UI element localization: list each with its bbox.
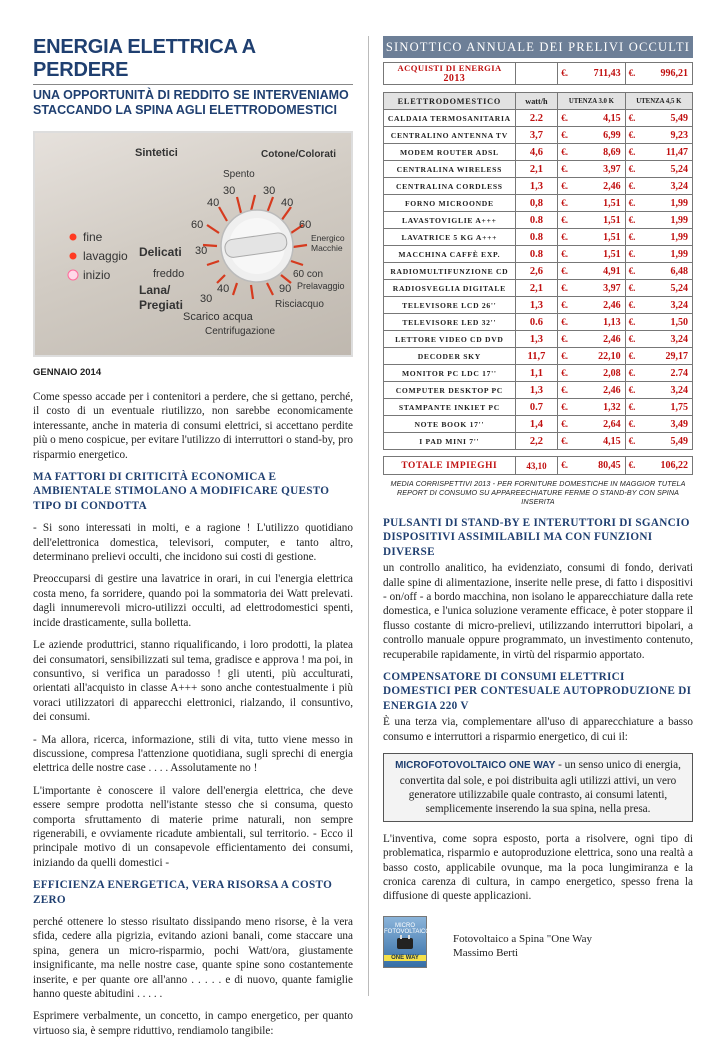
appliance-table	[383, 92, 693, 450]
microfotovoltaico-box	[383, 753, 693, 822]
cost-3k: €. 1,13	[558, 314, 625, 331]
cost-45k: €. 1,99	[625, 212, 692, 229]
table-row	[384, 297, 693, 314]
table-row	[384, 246, 693, 263]
appliance-name: CENTRALINA CORDLESS	[384, 178, 516, 195]
cost-3k: €. 2,46	[558, 178, 625, 195]
cost-3k: €. 1,32	[558, 399, 625, 416]
watt-value: 4,6	[515, 144, 558, 161]
signature-block	[383, 916, 693, 968]
watt-value: 2,1	[515, 161, 558, 178]
subtitle-line-2: STACCANDO LA SPINA AGLI ELETTRODOMESTICI	[33, 103, 337, 117]
dial-label: Prelavaggio	[297, 281, 345, 291]
cost-3k: €. 4,91	[558, 263, 625, 280]
dial-label: Lana/	[139, 283, 171, 297]
cost-45k: €. 3,24	[625, 297, 692, 314]
dial-label: fine	[83, 230, 103, 244]
table-row	[384, 348, 693, 365]
table-row	[384, 110, 693, 127]
watt-value: 11,7	[515, 348, 558, 365]
table-row	[384, 144, 693, 161]
dial-number: 40	[207, 197, 220, 209]
appliance-name: MODEM ROUTER ADSL	[384, 144, 516, 161]
cost-3k: €. 2,46	[558, 331, 625, 348]
cost-45k: €. 3,24	[625, 382, 692, 399]
table-row	[384, 161, 693, 178]
cost-45k: €. 29,17	[625, 348, 692, 365]
cost-3k: €. 2,46	[558, 297, 625, 314]
cost-3k: €. 2,46	[558, 382, 625, 399]
purchase-value-3k: €. 711,43	[558, 63, 625, 85]
appliance-name: I PAD MINI 7''	[384, 433, 516, 450]
dial-number: 60	[299, 219, 312, 231]
appliance-name: RADIOSVEGLIA DIGITALE	[384, 280, 516, 297]
cost-3k: €. 6,99	[558, 127, 625, 144]
dial-label: 60 con	[293, 269, 324, 280]
cost-3k: €. 1,51	[558, 246, 625, 263]
cost-3k: €. 1,51	[558, 195, 625, 212]
appliance-name: CENTRALINA WIRELESS	[384, 161, 516, 178]
appliance-name: RADIOMULTIFUNZIONE CD	[384, 263, 516, 280]
cost-45k: €. 3,24	[625, 178, 692, 195]
cost-45k: €. 5,24	[625, 280, 692, 297]
appliance-name: DECODER SKY	[384, 348, 516, 365]
watt-value: 1,4	[515, 416, 558, 433]
purchase-value-45k: €. 996,21	[625, 63, 692, 85]
cost-45k: €. 3,49	[625, 416, 692, 433]
cost-45k: €. 5,49	[625, 110, 692, 127]
dial-label: Spento	[223, 169, 255, 180]
paragraph: Le aziende produttrici, stanno riqualificando, i loro prodotti, la platea dei consumatori, sensibilizzati sul tema, gradisce e approva ! ma poi, in consuntivo, si verifica un paradosso ! gli utenti, più acculturati, orientati all'acquisto in classe A+++ sono anche contestualmente i più voraci utilizzatori di apparecchi elettronici, rialzando, il consuntivo, dei consumi.	[33, 639, 353, 724]
watt-value: 0.8	[515, 229, 558, 246]
watt-value: 1,1	[515, 365, 558, 382]
watt-value: 2,6	[515, 263, 558, 280]
cost-3k: €. 8,69	[558, 144, 625, 161]
cost-3k: €. 4,15	[558, 433, 625, 450]
right-column	[383, 36, 693, 968]
appliance-name: MACCHINA CAFFÈ EXP.	[384, 246, 516, 263]
watt-value: 1,3	[515, 382, 558, 399]
cost-45k: €. 5,24	[625, 161, 692, 178]
table-row	[384, 399, 693, 416]
cost-3k: €. 1,51	[558, 229, 625, 246]
author-name: Massimo Berti	[453, 946, 519, 959]
appliance-name: CENTRALINO ANTENNA TV	[384, 127, 516, 144]
paragraph: L'importante è conoscere il valore dell'energia elettrica, che deve essere sempre prodotta nell'istante stesso che si consuma, questo comporta sfruttamento di materie prime naturali, non sempre rigenerabili, e ovviamente ricadute ambientali, sul territorio. - Ecco il principale motivo di un consapevole efficientamento dei consumi, iniziando da quelli domestici -	[33, 784, 353, 869]
cost-45k: €. 1,99	[625, 229, 692, 246]
section-heading: MA FATTORI DI CRITICITÀ ECONOMICA E AMBIENTALE STIMOLANO A MODIFICARE QUESTO TIPO DI CONDOTTA	[33, 471, 330, 512]
appliance-name: CALDAIA TERMOSANITARIA	[384, 110, 516, 127]
paragraph: Preoccuparsi di gestire una lavatrice in orari, in cui l'energia elettrica costa meno, fa sorridere, quando poi la sommatoria dei Watt prelevati. dagli innumerevoli micro-utilizzi occulti, ad elettrodomestici spenti, incide drasticamente, sulla bolletta.	[33, 573, 353, 629]
left-column	[33, 36, 353, 1038]
table-caption	[383, 479, 693, 506]
dial-label: Pregiati	[139, 298, 184, 312]
total-watt: 43,10	[515, 457, 558, 475]
dial-number: 60	[191, 219, 204, 231]
table-row	[384, 433, 693, 450]
table-row	[384, 127, 693, 144]
plug-icon	[385, 935, 425, 953]
box-text: - un senso unico di energia, convertita dal sole, e poi distribuita agli utilizzi attivi, un vero generatore utilizzabile quale contrasto, ai consumi latenti, semplicemente inserendo la sua spina, nella presa.	[399, 759, 681, 816]
dial-label: Delicati	[139, 245, 182, 259]
watt-value: 0.8	[515, 246, 558, 263]
paragraph: un controllo analitico, ha evidenziato, consumi di fondo, derivati dalle spine di alimentazione, inserite nelle prese, di fatto i dispositivi - on/off - a bordo macchina, non isolano le apparecchiature dalla rete domestica, e l'unica soluzione veramente efficace, è poter stoppare il flusso costante di micro-prelievi, utilizzando interruttori bipolari, a controllo manuale oppure programmato, un investimento contenuto, recuperabile rapidamente, in virtù del risparmio apportato.	[383, 562, 693, 661]
cost-45k: €. 11,47	[625, 144, 692, 161]
watt-value: 1,3	[515, 178, 558, 195]
paragraph: Come spesso accade per i contenitori a perdere, che si gettano, perché, il costo di un eventuale riutilizzo, non sarebbe economicamente interessante, anche in materia di consumi elettrici, si accettano perdite più o meno cospicue, per evitare l'utilizzo di interruttori o stand-by, pro risparmio energetico.	[33, 391, 353, 461]
table-row	[384, 416, 693, 433]
dial-label: Scarico acqua	[183, 311, 253, 323]
purchase-label: ACQUISTI DI ENERGIA	[397, 63, 502, 73]
dial-number: 30	[195, 245, 208, 257]
dial-number: 30	[223, 185, 236, 197]
totals-table	[383, 456, 693, 475]
subtitle-line-1: UNA OPPORTUNITÀ DI REDDITO SE INTERVENIAMO	[33, 88, 349, 102]
cost-3k: €. 1,51	[558, 212, 625, 229]
appliance-name: TELEVISORE LCD 26''	[384, 297, 516, 314]
cost-3k: €. 4,15	[558, 110, 625, 127]
section-heading: EFFICIENZA ENERGETICA, VERA RISORSA A COSTO ZERO	[33, 879, 333, 906]
col-watt: watt/h	[515, 93, 558, 110]
table-row	[384, 195, 693, 212]
dial-label: Energico	[311, 233, 345, 243]
box-title: MICROFOTOVOLTAICO ONE WAY	[395, 760, 556, 772]
cost-3k: €. 3,97	[558, 280, 625, 297]
energy-purchase-table	[383, 62, 693, 85]
table-row	[384, 178, 693, 195]
paragraph: Esprimere verbalmente, un concetto, in campo energetico, per quanto virtuoso sia, è sempre riduttivo, rendiamolo tangibile:	[33, 1010, 353, 1037]
dial-number: 40	[217, 283, 230, 295]
watt-value: 0,8	[515, 195, 558, 212]
table-row	[384, 365, 693, 382]
dial-label: Cotone/Colorati	[261, 149, 336, 160]
page-title: ENERGIA ELETTRICA A PERDERE	[33, 36, 256, 81]
signature-line-1: Fotovoltaico a Spina "One Way	[453, 932, 593, 945]
watt-value: 0.6	[515, 314, 558, 331]
dial-label: lavaggio	[83, 249, 128, 263]
cost-3k: €. 22,10	[558, 348, 625, 365]
table-banner: SINOTTICO ANNUALE DEI PRELIVI OCCULTI	[383, 36, 693, 58]
washing-machine-dial-photo	[33, 131, 353, 357]
cost-45k: €. 1,75	[625, 399, 692, 416]
col-utenza-3k: UTENZA 3.0 K	[558, 93, 625, 110]
caption-line-1: MEDIA CORRISPETTIVI 2013 - PER FORNITURE DOMESTICHE IN MAGGIOR TUTELA	[390, 479, 686, 488]
table-row	[384, 229, 693, 246]
paragraph: - Ma allora, ricerca, informazione, stili di vita, tutto viene messo in discussione, compresa l'attenzione quotidiana, sugli sprechi di energia elettrica delle nostre case . . . . Assolutamente no !	[33, 733, 353, 775]
purchase-label-cell	[384, 63, 516, 85]
dial-number: 90	[279, 283, 292, 295]
table-row	[384, 314, 693, 331]
cost-45k: €. 1,99	[625, 246, 692, 263]
purchase-year: 2013	[443, 73, 466, 84]
dial-label: Sintetici	[135, 147, 178, 159]
signature-text	[453, 932, 592, 960]
appliance-name: TELEVISORE LED 32''	[384, 314, 516, 331]
section-heading: PULSANTI DI STAND-BY E INTERUTTORI DI SGANCIO DISPOSITIVI ASSIMILABILI MA CON FUNZIONI DIVERSE	[383, 517, 690, 558]
dial-number: 40	[281, 197, 294, 209]
cost-45k: €. 1,50	[625, 314, 692, 331]
appliance-name: NOTE BOOK 17''	[384, 416, 516, 433]
total-label: TOTALE IMPIEGHI	[384, 457, 516, 475]
one-way-logo: MICRO FOTOVOLTAICO ONE WAY	[383, 916, 427, 968]
appliance-name: LETTORE VIDEO CD DVD	[384, 331, 516, 348]
col-appliance: ELETTRODOMESTICO	[384, 93, 516, 110]
paragraph: È una terza via, complementare all'uso di apparecchiature a basso consumo e interruttori a risparmio energetico, di cui il:	[383, 716, 693, 743]
totals-row	[384, 457, 693, 475]
cost-45k: €. 2.74	[625, 365, 692, 382]
watt-value: 2,1	[515, 280, 558, 297]
watt-value: 2.2	[515, 110, 558, 127]
table-row	[384, 280, 693, 297]
dial-label: Centrifugazione	[205, 326, 276, 337]
cost-45k: €. 1,99	[625, 195, 692, 212]
section-heading: COMPENSATORE DI CONSUMI ELETTRICI DOMESTICI PER CONTESUALE AUTOPRODUZIONE DI ENERGIA 220 V	[383, 671, 692, 712]
dial-label: Macchie	[311, 243, 343, 253]
appliance-name: FORNO MICROONDE	[384, 195, 516, 212]
table-row	[384, 212, 693, 229]
dial-number: 30	[263, 185, 276, 197]
cost-3k: €. 2,64	[558, 416, 625, 433]
title-rule	[33, 84, 353, 85]
appliance-name: MONITOR PC LDC 17''	[384, 365, 516, 382]
dial-number: 30	[200, 293, 213, 305]
dial-label: Risciacquo	[275, 299, 324, 310]
appliance-rows	[384, 110, 693, 450]
total-3k: €. 80,45	[558, 457, 625, 475]
purchase-row	[384, 63, 693, 85]
paragraph: - Si sono interessati in molti, e a ragione ! L'utilizzo quotidiano dell'elettronica domestica, televisori, computer, e tanto altro, determinano prelievi occulti, che incidono sui costi di gestione.	[33, 522, 353, 564]
cost-45k: €. 6,48	[625, 263, 692, 280]
issue-date: GENNAIO 2014	[33, 367, 102, 378]
watt-value: 3,7	[515, 127, 558, 144]
table-row	[384, 382, 693, 399]
watt-value: 0.8	[515, 212, 558, 229]
watt-value: 1,3	[515, 331, 558, 348]
dial-label: inizio	[83, 268, 111, 282]
paragraph: L'inventiva, come sopra esposto, porta a risolvere, ogni tipo di problematica, risparmio e autoproduzione elettrica, sono una realtà a basso costo, applicabile ovunque, ma la poca lungimiranza e la cronica carenza di cultura, in campo energetico, spesso frena la diffusione di queste applicazioni.	[383, 832, 693, 903]
table-row	[384, 331, 693, 348]
watt-value: 1,3	[515, 297, 558, 314]
table-header	[384, 93, 693, 110]
appliance-name: LAVASTOVIGLIE A+++	[384, 212, 516, 229]
paragraph: perché ottenere lo stesso risultato dissipando meno risorse, è la vera sfida, cedere alla pigrizia, evitando azioni banali, come staccare una spina, genera un micro-risparmio, pochi Watt/ora, giustamente insignificante, ma nelle nostre case, quante spine sono costantemente inserite, e per quante ore all'anno . . . . . e di nuovo, quante famiglie hanno queste abitudini . . . . .	[33, 916, 353, 1001]
appliance-name: STAMPANTE INKIET PC	[384, 399, 516, 416]
caption-line-2: REPORT DI CONSUMO SU APPAREECHIATURE FERME O STAND-BY CON SPINA INSERITA	[396, 488, 680, 506]
dial-label: freddo	[153, 268, 185, 280]
appliance-name: COMPUTER DESKTOP PC	[384, 382, 516, 399]
watt-value: 2,2	[515, 433, 558, 450]
appliance-name: LAVATRICE 5 KG A+++	[384, 229, 516, 246]
total-45k: €. 106,22	[625, 457, 692, 475]
col-utenza-45k: UTENZA 4,5 K	[625, 93, 692, 110]
cost-45k: €. 9,23	[625, 127, 692, 144]
cost-45k: €. 3,24	[625, 331, 692, 348]
cost-3k: €. 3,97	[558, 161, 625, 178]
watt-value: 0.7	[515, 399, 558, 416]
cost-45k: €. 5,49	[625, 433, 692, 450]
table-row	[384, 263, 693, 280]
column-divider	[368, 36, 369, 996]
cost-3k: €. 2,08	[558, 365, 625, 382]
